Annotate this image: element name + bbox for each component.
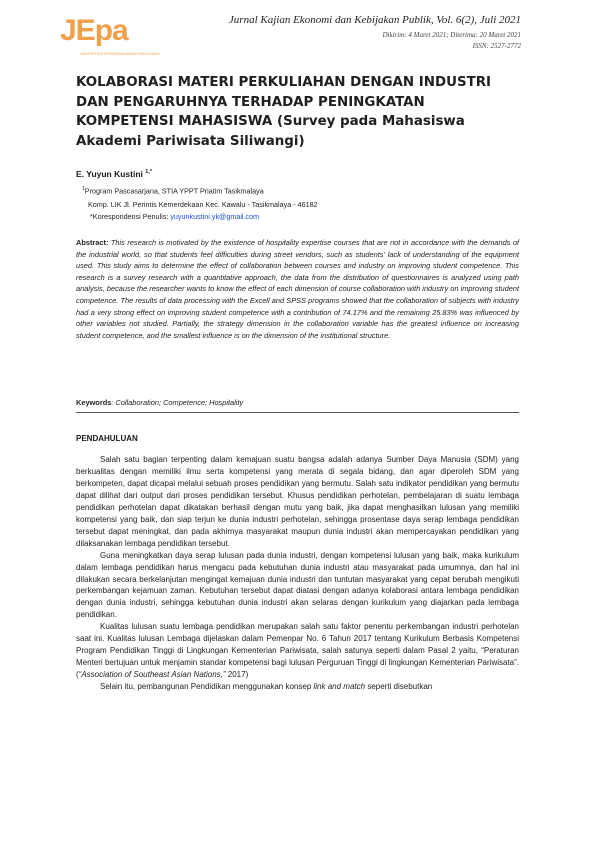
journal-citation: Jurnal Kajian Ekonomi dan Kebijakan Publik, Vol. 6(2), Juli 2021 — [228, 14, 521, 26]
author-line — [76, 169, 152, 179]
affiliation-address: Komp. LIK Jl. Perintis Kemerdekaan Kec. Kawalu - Tasikmalaya - 46182 — [88, 200, 318, 209]
journal-header — [229, 14, 521, 52]
abstract-label: Abstract: — [76, 238, 109, 247]
paragraph-2: Guna meningkatkan daya serap lulusan pada dunia industri, dengan kompetensi lulusan yang baik, maka kurikulum dalam lembaga pendidikan harus mengacu pada kebutuhan dunia industri atau masyarakat pada umumnya, dan hal ini dilakukan secara berkelanjutan mengingat kemajuan dunia industri dan tuntutan masyarakat yang cepat berubah mengikuti perkembangan kejamuan zaman. Kebutuhan tersebut dapat diatasi dengan adanya kolaborasi antara lembaga pendidikan dengan dunia industri, sehingga kebutuhan dunia industri akan selaras dengan kurikulum yang diajarkan pada lembaga pendidikan. — [76, 550, 519, 620]
paragraph-3-citation: “Association of Southeast Asian Nations,” — [78, 670, 226, 680]
paragraph-4-term: link and match — [313, 682, 366, 692]
correspondence-label: *Korespondensi Penulis: — [90, 212, 171, 221]
logo-subtext: UNIVERSITAS PERBENDAHARAAN PANCA BUDI — [80, 52, 160, 56]
author-email-link[interactable]: yuyunkustini.yk@gmail.com — [170, 212, 260, 221]
logo-text: JEpa — [60, 14, 128, 47]
paragraph-1: Salah satu bagian terpenting dalam kemajuan suatu bangsa adalah adanya Sumber Daya Manusia (SDM) yang berkualitas dengan memiliki ilmu serta kompetensi yang merata di segala bidang, dan agar diperoleh SDM yang berkompeten, dapat dicapai melalui sebuah proses pendidikan yang bermutu. Salah satu indikator pendidikan yang bermutu dapat dilihat dari output dari proses pendidikan tersebut. Khusus pendidikan perhotelan, pembelajaran di suatu lembaga pendidikan perhotelan dapat dikatakan berhasil dengan mutu yang baik, jika dapat menghasilkan lulusan yang memiliki kompetensi yang baik, dan siap terjun ke dunia industri perhotelan, sehingga prosentase daya serap lembaga pendidikan tersebut dapat meningkat, dan pada akhirnya masyarakat maupun dunia industri akan mempercayakan pendidikan yang dilaksanakan lembaga pendidikan tersebut. — [76, 455, 519, 548]
paragraph-4 — [76, 681, 519, 693]
keywords-label: Keywords — [76, 398, 112, 407]
paragraph-3-year: 2017) — [225, 670, 249, 680]
journal-logo — [60, 14, 160, 74]
affiliation-institution: Program Pascasarjana, STIA YPPT Priatim Tasikmalaya — [84, 186, 264, 196]
affiliation-line-1 — [82, 186, 264, 195]
abstract — [76, 237, 519, 341]
body-text — [76, 454, 519, 693]
affiliation-superscript: 1 — [82, 186, 85, 192]
submission-dates: Dikirim: 4 Maret 2021; Diterima: 20 Maret 2021 — [382, 31, 521, 39]
paragraph-4-text-a: Selain itu, pembangunan Pendidikan menggunakan konsep — [100, 682, 314, 692]
paragraph-3 — [76, 621, 519, 681]
paper-title: KOLABORASI MATERI PERKULIAHAN DENGAN INDUSTRI DAN PENGARUHNYA TERHADAP PENINGKATAN KOMPETENSI MAHASISWA (Survey pada Mahasiswa Akademi Pariwisata Siliwangi) — [76, 75, 492, 149]
paragraph-3-text: Kualitas lulusan suatu lembaga pendidikan merupakan salah satu faktor penentu perkembangan industri perhotelan saat ini. Kualitas lulusan Lembaga dijelaskan dalam Pemenpar No. 6 Tahun 2017 tentang Kurikulum Berbasis Kompetensi Program Pendidikan Tinggi di Lingkungan Kementerian Pariwisata, salah satunya seperti dalam Pasal 2 yaitu, “Peraturan Menteri bertujuan untuk menjamin standar kompetensi bagi lulusan Perguruan Tinggi di lingkungan Kementerian Pariwisata”. ( — [76, 622, 519, 680]
keywords-text: : Collaboration; Competence; Hospitality — [111, 398, 244, 407]
paragraph-4-text-c: seperti disebutkan — [365, 682, 433, 692]
author-superscript: 1,* — [145, 169, 153, 176]
keywords — [76, 398, 243, 407]
section-title: PENDAHULUAN — [76, 434, 138, 443]
abstract-text: This research is motivated by the existence of hospitality expertise courses that are not in accordance with the demands of the industrial world, so that students feel difficulties during street vendors, such as students' lack of understanding of the equipment used. This study aims to determine the effect of collaboration between courses and industry on improving student competence. This research is a survey research with a quantitative approach, the data from the distribution of questionnaires is analyzed using path analysis, because the researcher wants to know the effect of each dimension of course collaboration with industry on improving student competence. The results of data processing with the Excell and SPSS programs showed that the collaboration of subjects with industry had a very strong effect on improving student competence with a contribution of 74.17% and the remaining 25.83% was influenced by other variables not studied. Partially, the strategy dimension in the collaboration variable has the greatest influence on increasing student competence, and the smallest influence is on the dimension of the institutional structure. — [76, 238, 519, 340]
correspondence-line — [90, 212, 259, 221]
section-divider — [76, 412, 519, 413]
author-name: E. Yuyun Kustini — [76, 169, 143, 179]
issn: ISSN: 2527-2772 — [472, 42, 521, 50]
